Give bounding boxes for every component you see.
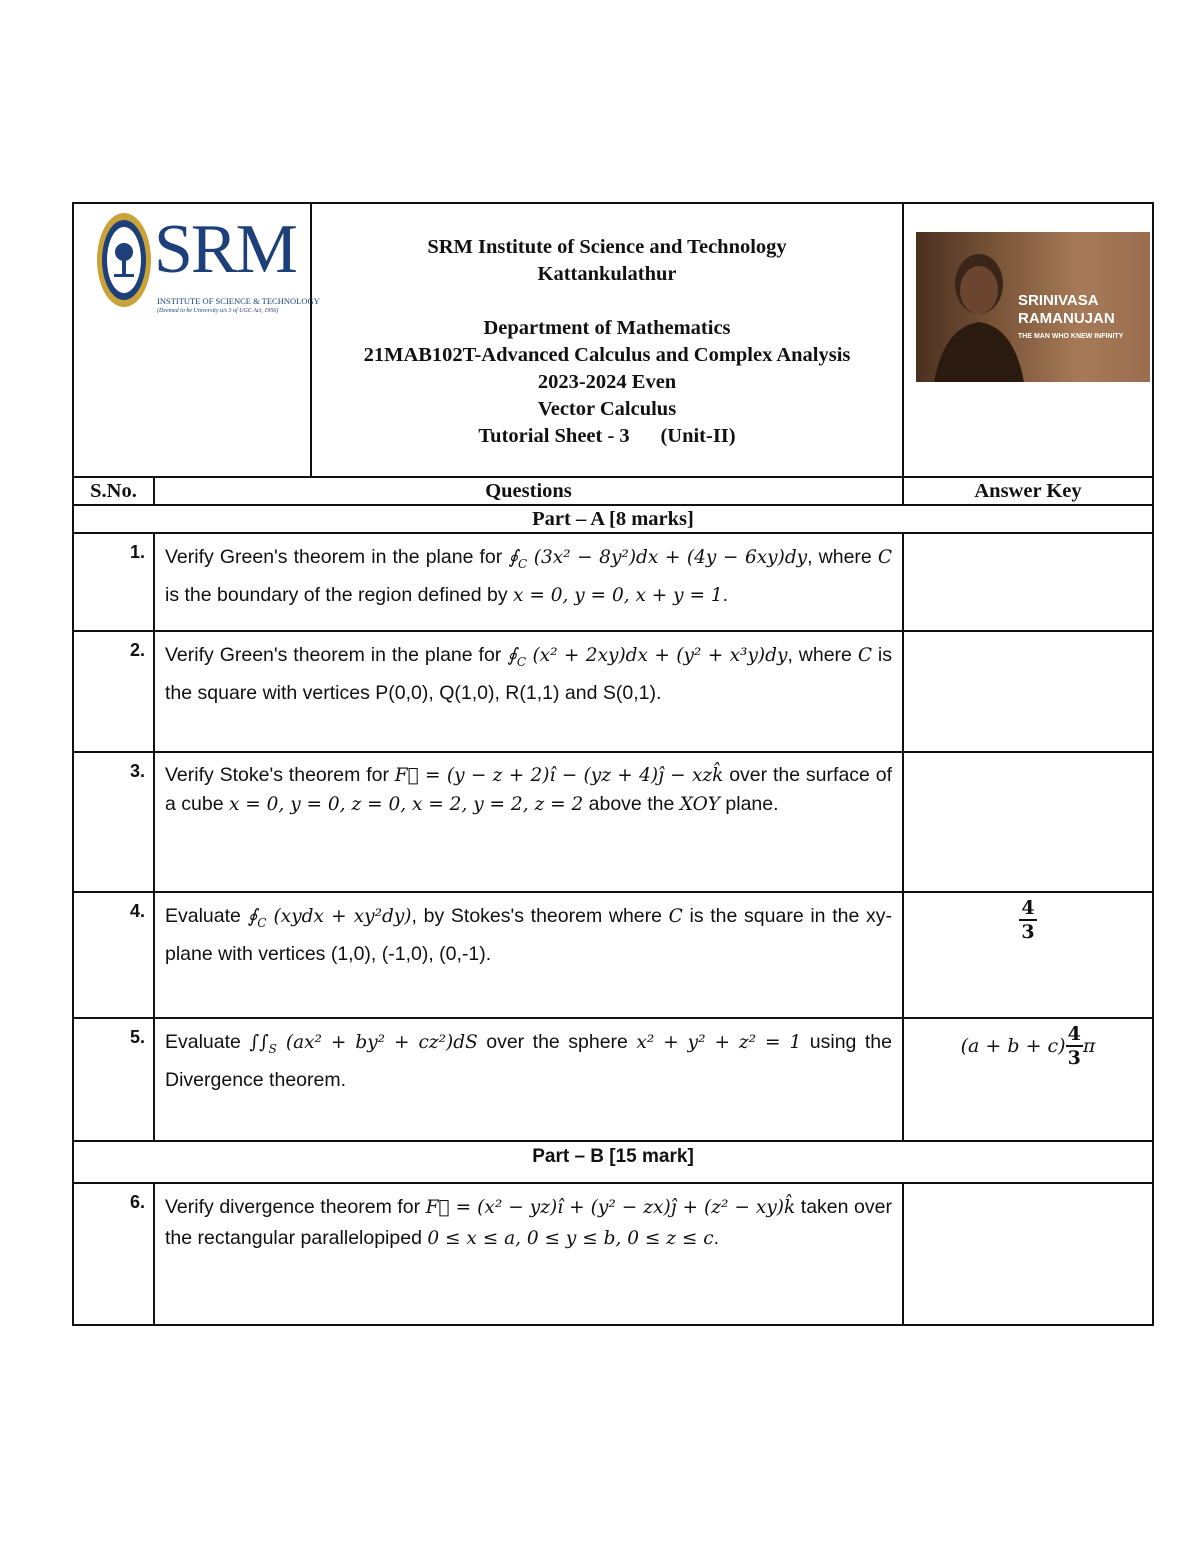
q4-text-e: , by Stokes's theorem where [411,905,669,927]
q6-text-a: Verify divergence theorem for [165,1196,426,1218]
question-number: 3. [73,752,154,892]
q1-text-e: , where [807,546,878,568]
institute-name: SRM Institute of Science and Technology [427,236,787,258]
column-header-row [73,477,1153,505]
answer-key [903,1018,1153,1141]
academic-term: 2023-2024 Even [537,371,677,393]
answer-key [903,631,1153,752]
fraction-numerator: 4 [1067,1023,1081,1045]
question-row [73,533,1153,631]
q1-contour-sub: C [518,556,528,571]
q5-text-g: using the Divergence theorem. [165,1031,892,1091]
surface-integral-symbol: ∫∫ [249,1032,269,1053]
q2-integrand: (x² + 2xy)dx + (y² + x³y)dy [526,645,788,666]
answer-fraction [1066,1023,1083,1069]
q5-surface-sub: S [268,1041,277,1056]
question-row [73,752,1153,892]
department-name: Department of Mathematics [483,317,731,339]
question-row [73,631,1153,752]
question-text [154,533,903,631]
sno-header: S.No. [73,477,154,505]
q3-vector-field: F⃗ = (y − z + 2)î − (yz + 4)ĵ − xzk̂ [394,765,724,786]
course-name: 21MAB102T-Advanced Calculus and Complex Analysis [363,344,851,366]
contour-integral-symbol: ∮ [247,906,258,927]
sheet-number: Tutorial Sheet - 3 [478,425,630,447]
q2-text-g: is the square with vertices P(0,0), Q(1,0), R(1,1) and S(0,1). [165,644,892,704]
q4-text-a: Evaluate [165,905,248,927]
q5-text-e: over the sphere [477,1031,637,1053]
question-number: 4. [73,892,154,1018]
photo-title-1: SRINIVASA [1018,292,1099,309]
questions-header: Questions [154,477,903,505]
srm-logo-text: SRM [154,211,296,288]
photo-subtitle: THE MAN WHO KNEW INFINITY [1018,333,1124,340]
q4-integrand: (xydx + xy²dy) [266,906,412,927]
part-b-heading: Part – B [15 mark] [73,1141,1153,1183]
q4-contour-sub: C [257,915,267,930]
q3-cube-faces: x = 0, y = 0, z = 0, x = 2, y = 2, z = 2 [228,794,584,815]
question-number: 1. [73,533,154,631]
q1-curve: C [877,547,893,568]
q5-sphere: x² + y² + z² = 1 [636,1032,802,1053]
ramanujan-portrait [916,232,1150,382]
q3-text-e: above the [583,793,680,815]
q1-region: x = 0, y = 0, x + y = 1 [513,584,723,606]
answer-key [903,892,1153,1018]
question-text [154,1018,903,1141]
q3-text-c: over the surface of a cube [165,764,892,815]
question-row [73,892,1153,1018]
answer-key-header: Answer Key [903,477,1153,505]
part-a-heading: Part – A [8 marks] [73,505,1153,533]
logo-cell [73,203,320,477]
fraction-denominator: 3 [1067,1047,1081,1069]
q2-text-e: , where [787,644,858,666]
q2-text-a: Verify Green's theorem in the plane for [165,644,508,666]
q1-text-a: Verify Green's theorem in the plane for [165,546,509,568]
q6-text-c: taken over the rectangular parallelopiped [165,1196,892,1249]
q6-bounds: 0 ≤ x ≤ a, 0 ≤ y ≤ b, 0 ≤ z ≤ c [427,1228,714,1249]
answer-suffix: π [1082,1035,1096,1057]
contour-integral-symbol: ∮ [508,547,518,568]
contour-integral-symbol: ∮ [507,645,517,666]
srm-logo-deemed: (Deemed to be University u/s 3 of UGC Act, 1956) [157,308,279,314]
q3-text-a: Verify Stoke's theorem for [165,764,395,786]
tutorial-table [72,202,1154,1326]
topic-name: Vector Calculus [537,398,677,420]
question-row [73,1018,1153,1141]
answer-key [903,752,1153,892]
question-text [154,631,903,752]
header-row [73,203,1153,477]
title-cell [311,203,903,477]
tutorial-sheet-label [312,423,902,450]
question-text [154,752,903,892]
q1-integrand: (3x² − 8y²)dx + (4y − 6xy)dy [527,547,808,568]
portrait-figure-icon [924,232,1024,382]
question-text [154,892,903,1018]
q3-text-g: plane. [719,793,779,815]
answer-key [903,533,1153,631]
answer-key [903,1183,1153,1325]
fraction-numerator: 4 [1021,897,1035,919]
question-number: 2. [73,631,154,752]
tutorial-sheet [72,202,1152,1326]
q2-contour-sub: C [516,654,527,669]
campus-name: Kattankulathur [537,263,677,285]
fraction-denominator: 3 [1021,921,1035,943]
q6-vector-field: F⃗ = (x² − yz)î + (y² − zx)ĵ + (z² − xy)k̂ [425,1197,796,1218]
q1-text-i: . [722,583,729,606]
q5-integrand: (ax² + by² + cz²)dS [276,1032,478,1053]
answer-fraction [1019,897,1036,943]
question-number: 6. [73,1183,154,1325]
q5-text-a: Evaluate [165,1031,250,1053]
part-a-row [73,505,1153,533]
q1-text-g: is the boundary of the region defined by [165,583,513,606]
q3-plane: XOY [679,794,720,815]
q4-text-g: is the square in the xy-plane with vertices (1,0), (-1,0), (0,-1). [165,905,892,965]
srm-logo-subtitle: INSTITUTE OF SCIENCE & TECHNOLOGY [157,296,320,306]
q4-curve: C [668,906,683,927]
part-b-row [73,1141,1153,1183]
question-text [154,1183,903,1325]
photo-cell [903,203,1153,477]
question-number: 5. [73,1018,154,1141]
q2-curve: C [857,645,872,666]
unit-label: (Unit-II) [660,425,736,447]
answer-prefix: (a + b + c) [960,1035,1066,1057]
q6-text-e: . [713,1227,720,1249]
photo-title-2: RAMANUJAN [1018,310,1115,327]
question-row [73,1183,1153,1325]
